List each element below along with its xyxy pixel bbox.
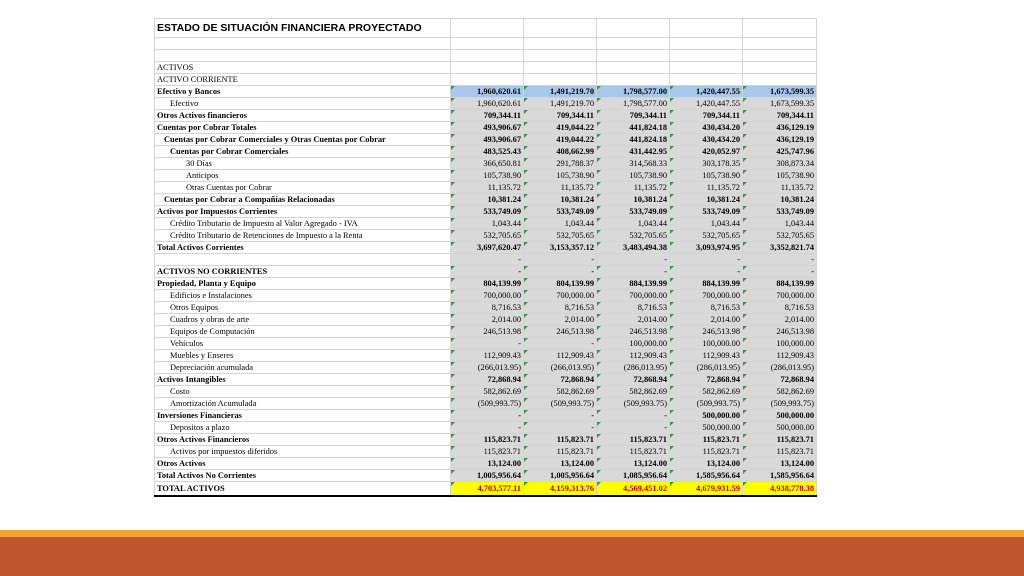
value-cell: 431,442.95: [597, 146, 670, 158]
value-cell: (509,993.75): [670, 398, 743, 410]
value-cell: 425,747.96: [743, 146, 817, 158]
value-cell: 8,716.53: [451, 302, 524, 314]
value-cell: 308,873.34: [743, 158, 817, 170]
value-cell: 1,491,219.70: [524, 86, 597, 98]
value-cell: 303,178.35: [670, 158, 743, 170]
value-cell: 13,124.00: [743, 458, 817, 470]
value-cell: 709,344.11: [451, 110, 524, 122]
balance-sheet-table: [154, 18, 817, 497]
value-cell: 3,483,494.38: [597, 242, 670, 254]
value-cell: -: [524, 254, 597, 266]
value-cell: 582,862.69: [597, 386, 670, 398]
value-cell: 100,000.00: [597, 338, 670, 350]
value-cell: 582,862.69: [670, 386, 743, 398]
row-label: Cuadros y obras de arte: [155, 314, 451, 326]
value-cell: 8,716.53: [670, 302, 743, 314]
value-cell: [524, 38, 597, 50]
value-cell: 246,513.98: [670, 326, 743, 338]
row-label: Equipos de Computación: [155, 326, 451, 338]
value-cell: (509,993.75): [524, 398, 597, 410]
row-label: [155, 50, 451, 62]
value-cell: -: [524, 338, 597, 350]
row-label: Depreciación acumulada: [155, 362, 451, 374]
table-row: [155, 134, 817, 146]
value-cell: 100,000.00: [670, 338, 743, 350]
value-cell: 11,135.72: [743, 182, 817, 194]
row-label: Muebles y Enseres: [155, 350, 451, 362]
table-row: [155, 446, 817, 458]
row-label: Amortización Acumulada: [155, 398, 451, 410]
value-cell: 1,585,956.64: [670, 470, 743, 482]
table-row: [155, 62, 817, 74]
row-label: Crédito Tributario de Retenciones de Impuesto a la Renta: [155, 230, 451, 242]
empty-cell: [743, 19, 817, 38]
value-cell: (266,013.95): [524, 362, 597, 374]
value-cell: 10,381.24: [597, 194, 670, 206]
value-cell: 112,909.43: [743, 350, 817, 362]
value-cell: 4,569,451.02: [597, 482, 670, 497]
table-row: [155, 122, 817, 134]
table-row: [155, 206, 817, 218]
table-row: [155, 350, 817, 362]
table-row: [155, 194, 817, 206]
row-label: Propiedad, Planta y Equipo: [155, 278, 451, 290]
value-cell: 115,823.71: [451, 446, 524, 458]
value-cell: [743, 38, 817, 50]
value-cell: 366,650.81: [451, 158, 524, 170]
table-row: [155, 182, 817, 194]
value-cell: 709,344.11: [524, 110, 597, 122]
value-cell: 115,823.71: [451, 434, 524, 446]
value-cell: [524, 50, 597, 62]
row-label: ACTIVOS NO CORRIENTES: [155, 266, 451, 278]
row-label: Otros Activos Financieros: [155, 434, 451, 446]
value-cell: 700,000.00: [524, 290, 597, 302]
value-cell: (509,993.75): [743, 398, 817, 410]
value-cell: 582,862.69: [451, 386, 524, 398]
table-row: [155, 302, 817, 314]
value-cell: 532,705.65: [524, 230, 597, 242]
value-cell: 532,705.65: [597, 230, 670, 242]
value-cell: 419,044.22: [524, 122, 597, 134]
value-cell: 2,014.00: [743, 314, 817, 326]
value-cell: 533,749.09: [670, 206, 743, 218]
value-cell: -: [670, 254, 743, 266]
value-cell: -: [597, 254, 670, 266]
table-row: [155, 482, 817, 497]
table-row: [155, 98, 817, 110]
value-cell: 246,513.98: [597, 326, 670, 338]
value-cell: 700,000.00: [743, 290, 817, 302]
value-cell: 10,381.24: [670, 194, 743, 206]
value-cell: 4,679,931.59: [670, 482, 743, 497]
value-cell: -: [597, 410, 670, 422]
value-cell: 884,139.99: [597, 278, 670, 290]
value-cell: 4,159,313.76: [524, 482, 597, 497]
value-cell: [670, 62, 743, 74]
empty-cell: [670, 19, 743, 38]
row-label: Efectivo y Bancos: [155, 86, 451, 98]
value-cell: 100,000.00: [743, 338, 817, 350]
value-cell: 500,000.00: [743, 410, 817, 422]
table-row: [155, 458, 817, 470]
value-cell: [670, 50, 743, 62]
sheet-title: ESTADO DE SITUACIÓN FINANCIERA PROYECTADO: [155, 19, 451, 38]
value-cell: -: [451, 422, 524, 434]
value-cell: 1,005,956.64: [524, 470, 597, 482]
value-cell: -: [451, 254, 524, 266]
value-cell: 533,749.09: [597, 206, 670, 218]
row-label: Activos Intangibles: [155, 374, 451, 386]
value-cell: (266,013.95): [451, 362, 524, 374]
value-cell: 291,788.37: [524, 158, 597, 170]
value-cell: [524, 74, 597, 86]
value-cell: (286,013.95): [743, 362, 817, 374]
value-cell: 11,135.72: [451, 182, 524, 194]
row-label: Otros Equipos: [155, 302, 451, 314]
value-cell: 1,420,447.55: [670, 98, 743, 110]
table-row: [155, 362, 817, 374]
value-cell: 13,124.00: [670, 458, 743, 470]
value-cell: 533,749.09: [451, 206, 524, 218]
value-cell: 500,000.00: [670, 410, 743, 422]
row-label: Activos por impuestos diferidos: [155, 446, 451, 458]
value-cell: 112,909.43: [524, 350, 597, 362]
value-cell: 1,005,956.64: [451, 470, 524, 482]
table-row: [155, 230, 817, 242]
value-cell: 884,139.99: [743, 278, 817, 290]
value-cell: 112,909.43: [670, 350, 743, 362]
value-cell: 582,862.69: [743, 386, 817, 398]
value-cell: -: [597, 422, 670, 434]
value-cell: 105,738.90: [451, 170, 524, 182]
table-row: [155, 374, 817, 386]
value-cell: [451, 50, 524, 62]
table-row: [155, 410, 817, 422]
row-label: Total Activos No Corrientes: [155, 470, 451, 482]
footer-bar: [0, 537, 1024, 576]
table-row: [155, 386, 817, 398]
value-cell: 1,085,956.64: [597, 470, 670, 482]
row-label: Anticipos: [155, 170, 451, 182]
value-cell: 72,868.94: [524, 374, 597, 386]
value-cell: 532,705.65: [670, 230, 743, 242]
value-cell: 441,824.18: [597, 134, 670, 146]
value-cell: [451, 38, 524, 50]
value-cell: 436,129.19: [743, 134, 817, 146]
value-cell: [670, 38, 743, 50]
value-cell: 700,000.00: [597, 290, 670, 302]
value-cell: 1,960,620.61: [451, 86, 524, 98]
value-cell: 13,124.00: [451, 458, 524, 470]
value-cell: -: [524, 422, 597, 434]
value-cell: 1,043.44: [743, 218, 817, 230]
value-cell: [597, 62, 670, 74]
row-label: Cuentas por Cobrar Comerciales y Otras Cuentas por Cobrar: [155, 134, 451, 146]
row-label: Vehículos: [155, 338, 451, 350]
value-cell: 2,014.00: [524, 314, 597, 326]
value-cell: 709,344.11: [597, 110, 670, 122]
row-label: Otros Activos financieros: [155, 110, 451, 122]
value-cell: 1,585,956.64: [743, 470, 817, 482]
row-label: Cuentas por Cobrar Totales: [155, 122, 451, 134]
value-cell: 2,014.00: [597, 314, 670, 326]
value-cell: 441,824.18: [597, 122, 670, 134]
value-cell: 408,662.99: [524, 146, 597, 158]
value-cell: [597, 50, 670, 62]
value-cell: 72,868.94: [743, 374, 817, 386]
value-cell: 533,749.09: [743, 206, 817, 218]
value-cell: 1,043.44: [524, 218, 597, 230]
title-row: [155, 19, 817, 38]
value-cell: 105,738.90: [597, 170, 670, 182]
value-cell: 430,434.20: [670, 134, 743, 146]
value-cell: -: [597, 266, 670, 278]
value-cell: 11,135.72: [670, 182, 743, 194]
value-cell: [451, 62, 524, 74]
value-cell: 246,513.98: [451, 326, 524, 338]
value-cell: 10,381.24: [451, 194, 524, 206]
accent-bar: [0, 530, 1024, 537]
value-cell: 72,868.94: [451, 374, 524, 386]
value-cell: 1,673,599.35: [743, 98, 817, 110]
row-label: Otras Cuentas por Cobrar: [155, 182, 451, 194]
value-cell: 314,568.33: [597, 158, 670, 170]
value-cell: 709,344.11: [670, 110, 743, 122]
table-row: [155, 38, 817, 50]
value-cell: 582,862.69: [524, 386, 597, 398]
value-cell: 493,906.67: [451, 122, 524, 134]
value-cell: [670, 74, 743, 86]
value-cell: 700,000.00: [670, 290, 743, 302]
row-label: ACTIVO CORRIENTE: [155, 74, 451, 86]
row-label: Otros Activos: [155, 458, 451, 470]
value-cell: -: [451, 410, 524, 422]
value-cell: 500,000.00: [743, 422, 817, 434]
value-cell: 115,823.71: [597, 446, 670, 458]
value-cell: 493,906.67: [451, 134, 524, 146]
value-cell: 246,513.98: [524, 326, 597, 338]
row-label: Activos por Impuestos Corrientes: [155, 206, 451, 218]
table-row: [155, 434, 817, 446]
row-label: Edificios e Instalaciones: [155, 290, 451, 302]
value-cell: 1,043.44: [670, 218, 743, 230]
value-cell: 419,044.22: [524, 134, 597, 146]
value-cell: 3,153,357.12: [524, 242, 597, 254]
value-cell: 4,703,577.11: [451, 482, 524, 497]
value-cell: 115,823.71: [670, 434, 743, 446]
value-cell: 804,139.99: [524, 278, 597, 290]
table-row: [155, 158, 817, 170]
value-cell: 115,823.71: [597, 434, 670, 446]
value-cell: 112,909.43: [451, 350, 524, 362]
value-cell: -: [670, 266, 743, 278]
value-cell: 1,798,577.00: [597, 86, 670, 98]
table-row: [155, 266, 817, 278]
value-cell: 532,705.65: [743, 230, 817, 242]
value-cell: [451, 74, 524, 86]
row-label: 30 Días: [155, 158, 451, 170]
table-row: [155, 278, 817, 290]
value-cell: 3,093,974.95: [670, 242, 743, 254]
value-cell: -: [451, 266, 524, 278]
value-cell: 115,823.71: [743, 446, 817, 458]
value-cell: 8,716.53: [743, 302, 817, 314]
value-cell: (286,013.95): [597, 362, 670, 374]
value-cell: 700,000.00: [451, 290, 524, 302]
value-cell: 13,124.00: [524, 458, 597, 470]
value-cell: 1,420,447.55: [670, 86, 743, 98]
value-cell: -: [524, 410, 597, 422]
value-cell: [743, 62, 817, 74]
value-cell: 11,135.72: [524, 182, 597, 194]
empty-cell: [524, 19, 597, 38]
value-cell: -: [743, 254, 817, 266]
value-cell: [743, 50, 817, 62]
row-label: Cuentas por Cobrar a Compañías Relacionadas: [155, 194, 451, 206]
value-cell: 11,135.72: [597, 182, 670, 194]
value-cell: -: [524, 266, 597, 278]
value-cell: 430,434.20: [670, 122, 743, 134]
value-cell: 105,738.90: [743, 170, 817, 182]
value-cell: 115,823.71: [524, 446, 597, 458]
value-cell: 1,043.44: [451, 218, 524, 230]
row-label: Cuentas por Cobrar Comerciales: [155, 146, 451, 158]
value-cell: 115,823.71: [524, 434, 597, 446]
table-row: [155, 326, 817, 338]
value-cell: 709,344.11: [743, 110, 817, 122]
row-label: TOTAL ACTIVOS: [155, 482, 451, 497]
value-cell: 115,823.71: [743, 434, 817, 446]
table-row: [155, 86, 817, 98]
row-label: Costo: [155, 386, 451, 398]
row-label: Inversiones Financieras: [155, 410, 451, 422]
value-cell: -: [743, 266, 817, 278]
table-row: [155, 290, 817, 302]
value-cell: [597, 38, 670, 50]
table-row: [155, 170, 817, 182]
value-cell: 1,673,599.35: [743, 86, 817, 98]
value-cell: 2,014.00: [670, 314, 743, 326]
value-cell: 8,716.53: [524, 302, 597, 314]
table-row: [155, 218, 817, 230]
value-cell: (509,993.75): [597, 398, 670, 410]
value-cell: -: [451, 338, 524, 350]
value-cell: 112,909.43: [597, 350, 670, 362]
value-cell: 804,139.99: [451, 278, 524, 290]
row-label: ACTIVOS: [155, 62, 451, 74]
empty-cell: [597, 19, 670, 38]
value-cell: 483,525.43: [451, 146, 524, 158]
table-row: [155, 146, 817, 158]
value-cell: 10,381.24: [524, 194, 597, 206]
value-cell: 105,738.90: [670, 170, 743, 182]
value-cell: 115,823.71: [670, 446, 743, 458]
value-cell: 13,124.00: [597, 458, 670, 470]
table-row: [155, 50, 817, 62]
row-label: Total Activos Corrientes: [155, 242, 451, 254]
row-label: [155, 254, 451, 266]
value-cell: 72,868.94: [670, 374, 743, 386]
table-row: [155, 254, 817, 266]
table-row: [155, 470, 817, 482]
empty-cell: [451, 19, 524, 38]
row-label: Depositos a plazo: [155, 422, 451, 434]
value-cell: (286,013.95): [670, 362, 743, 374]
value-cell: [743, 74, 817, 86]
value-cell: 420,052.97: [670, 146, 743, 158]
table-row: [155, 338, 817, 350]
row-label: Crédito Tributario de Impuesto al Valor Agregado - IVA: [155, 218, 451, 230]
value-cell: 246,513.98: [743, 326, 817, 338]
value-cell: 8,716.53: [597, 302, 670, 314]
value-cell: 1,798,577.00: [597, 98, 670, 110]
value-cell: 105,738.90: [524, 170, 597, 182]
value-cell: 1,043.44: [597, 218, 670, 230]
value-cell: 884,139.99: [670, 278, 743, 290]
table-row: [155, 74, 817, 86]
value-cell: 1,491,219.70: [524, 98, 597, 110]
table-row: [155, 422, 817, 434]
value-cell: (509,993.75): [451, 398, 524, 410]
value-cell: 532,705.65: [451, 230, 524, 242]
row-label: Efectivo: [155, 98, 451, 110]
value-cell: 72,868.94: [597, 374, 670, 386]
value-cell: [597, 74, 670, 86]
value-cell: 4,938,778.38: [743, 482, 817, 497]
value-cell: 3,352,821.74: [743, 242, 817, 254]
value-cell: 10,381.24: [743, 194, 817, 206]
table-row: [155, 314, 817, 326]
table-row: [155, 110, 817, 122]
value-cell: 1,960,620.61: [451, 98, 524, 110]
value-cell: 500,000.00: [670, 422, 743, 434]
table-row: [155, 398, 817, 410]
value-cell: 2,014.00: [451, 314, 524, 326]
value-cell: 436,129.19: [743, 122, 817, 134]
value-cell: 533,749.09: [524, 206, 597, 218]
value-cell: 3,697,620.47: [451, 242, 524, 254]
row-label: [155, 38, 451, 50]
table-row: [155, 242, 817, 254]
value-cell: [524, 62, 597, 74]
